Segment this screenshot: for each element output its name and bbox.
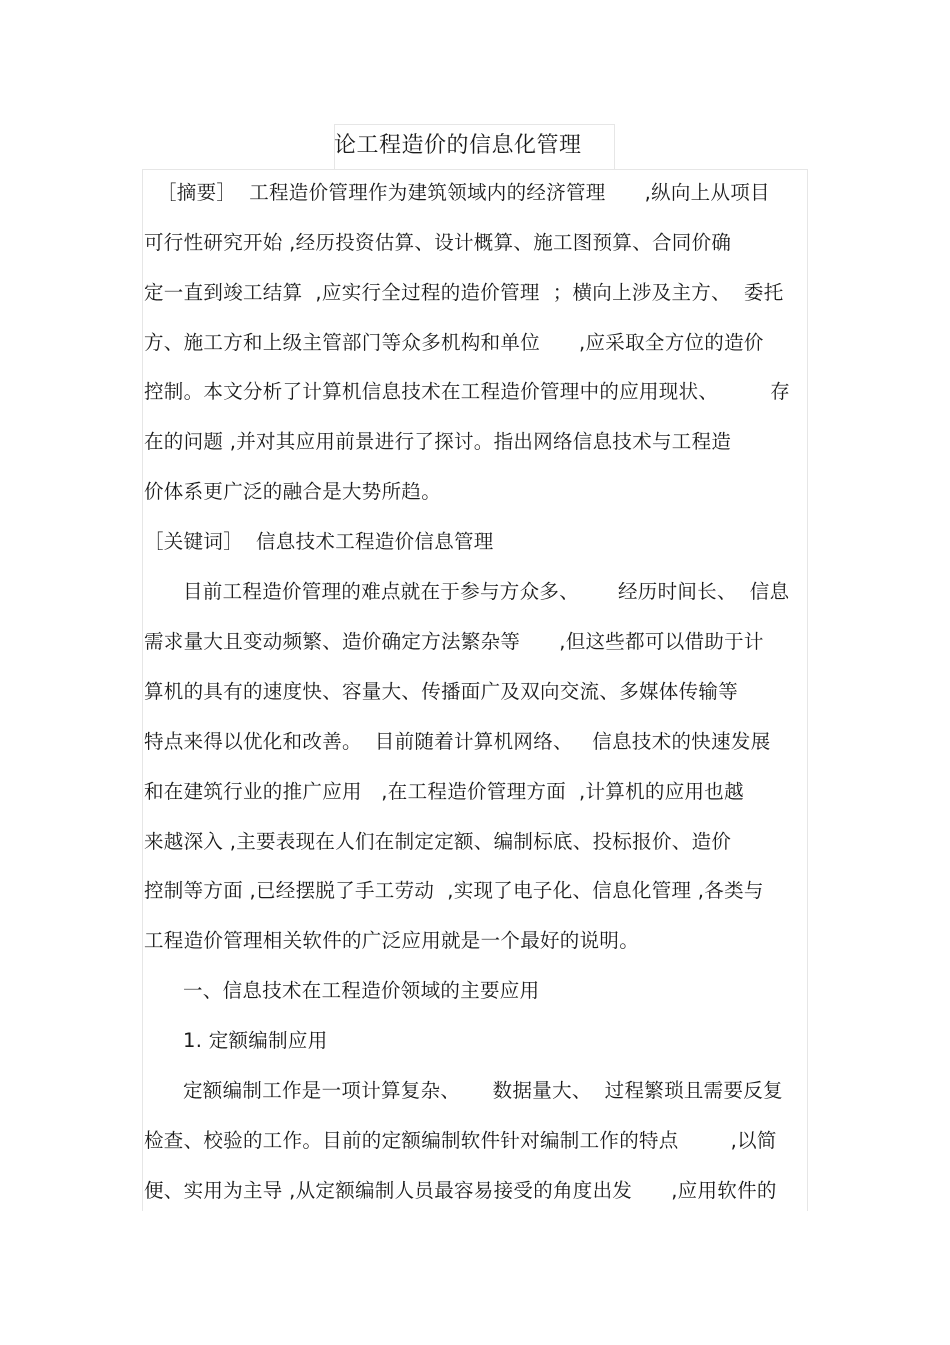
text-line: 方、施工方和上级主管部门等众多机构和单位 ,应采取全方位的造价 (144, 331, 764, 354)
text-line: 可行性研究开始 ,经历投资估算、设计概算、施工图预算、合同价确 (144, 231, 732, 254)
text-line: 控制等方面 ,已经摆脱了手工劳动 ,实现了电子化、信息化管理 ,各类与 (144, 879, 764, 902)
text-line: 检查、校验的工作。目前的定额编制软件针对编制工作的特点 ,以简 (144, 1129, 777, 1152)
text-line: 需求量大且变动频繁、造价确定方法繁杂等 ,但这些都可以借助于计 (144, 630, 764, 653)
text-line: 便、实用为主导 ,从定额编制人员最容易接受的角度出发 ,应用软件的 (144, 1179, 777, 1202)
title-frame-top (334, 124, 614, 125)
body-frame-left (142, 169, 143, 1211)
text-line: 来越深入 ,主要表现在人们在制定定额、编制标底、投标报价、造价 (144, 830, 732, 853)
text-line: ［摘要］ 工程造价管理作为建筑领域内的经济管理 ,纵向上从项目 (144, 181, 770, 204)
keywords-line: ［关键词］ 信息技术工程造价信息管理 (144, 530, 494, 553)
body-frame-right (807, 169, 808, 1211)
subsection-heading: 1. 定额编制应用 (144, 1029, 328, 1052)
text-line: 工程造价管理相关软件的广泛应用就是一个最好的说明。 (144, 929, 640, 952)
text-line: 定额编制工作是一项计算复杂、 数据量大、 过程繁琐且需要反复 (144, 1079, 783, 1102)
section-heading: 一、信息技术在工程造价领域的主要应用 (144, 979, 540, 1002)
text-line: 和在建筑行业的推广应用 ,在工程造价管理方面 ,计算机的应用也越 (144, 780, 744, 803)
title-frame-right (614, 124, 615, 170)
text-line: 目前工程造价管理的难点就在于参与方众多、 经历时间长、 信息 (144, 580, 790, 603)
text-line: 控制。本文分析了计算机信息技术在工程造价管理中的应用现状、 存 (144, 380, 790, 403)
text-line: 在的问题 ,并对其应用前景进行了探讨。指出网络信息技术与工程造 (144, 430, 732, 453)
text-line: 算机的具有的速度快、容量大、传播面广及双向交流、多媒体传输等 (144, 680, 739, 703)
text-line: 价体系更广泛的融合是大势所趋。 (144, 480, 442, 503)
text-line: 特点来得以优化和改善。 目前随着计算机网络、 信息技术的快速发展 (144, 730, 771, 753)
document-title: 论工程造价的信息化管理 (334, 133, 582, 158)
body-frame-top (142, 169, 808, 170)
text-line: 定一直到竣工结算 ,应实行全过程的造价管理 ；横向上涉及主方、 委托 (144, 281, 784, 304)
